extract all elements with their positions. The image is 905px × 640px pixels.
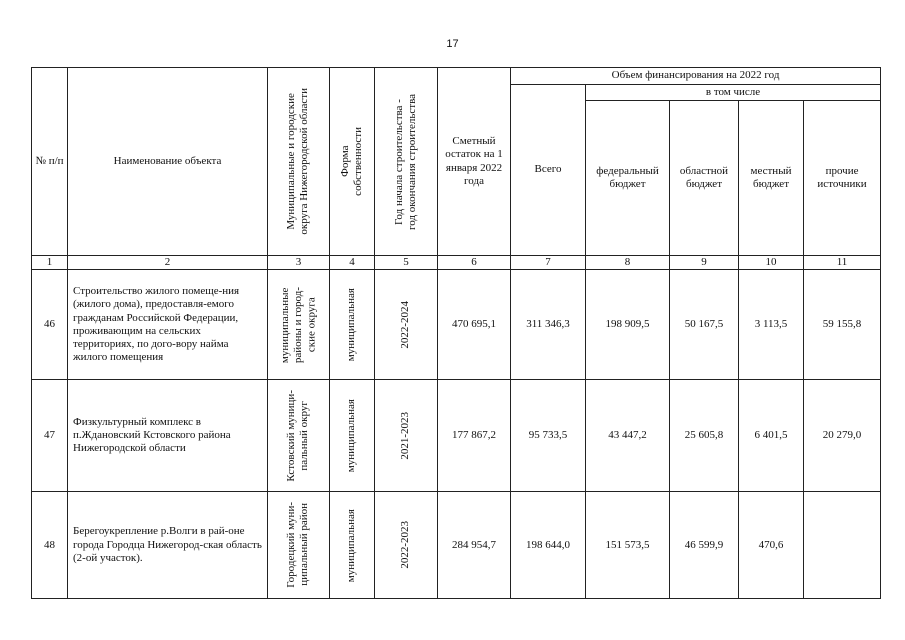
header-local: местный бюджет xyxy=(739,101,804,256)
object-name: Физкультурный комплекс в п.Ждановский Кстовского района Нижегородской области xyxy=(68,380,268,492)
header-balance: Сметный остаток на 1 января 2022 года xyxy=(438,68,511,256)
ownership-cell: муниципальная xyxy=(330,270,375,380)
col-number: 8 xyxy=(586,256,670,270)
regional-cell: 46 599,9 xyxy=(670,492,739,599)
col-number: 5 xyxy=(375,256,438,270)
col-number: 6 xyxy=(438,256,511,270)
header-regional: областной бюджет xyxy=(670,101,739,256)
table-row xyxy=(32,380,881,492)
header-no: № п/п xyxy=(32,68,68,256)
balance-cell: 470 695,1 xyxy=(438,270,511,380)
federal-cell: 43 447,2 xyxy=(586,380,670,492)
table-row xyxy=(32,270,881,380)
header-including: в том числе xyxy=(586,85,881,101)
total-cell: 198 644,0 xyxy=(511,492,586,599)
header-ownership: Форма собственности xyxy=(330,68,375,256)
header-municipality: Муниципальные и городские округа Нижегородской области xyxy=(268,68,330,256)
col-number: 2 xyxy=(68,256,268,270)
col-number: 7 xyxy=(511,256,586,270)
col-number: 11 xyxy=(804,256,881,270)
header-federal: федеральный бюджет xyxy=(586,101,670,256)
federal-cell: 151 573,5 xyxy=(586,492,670,599)
years-cell: 2021-2023 xyxy=(375,380,438,492)
years-cell: 2022-2024 xyxy=(375,270,438,380)
col-number: 9 xyxy=(670,256,739,270)
federal-cell: 198 909,5 xyxy=(586,270,670,380)
total-cell: 95 733,5 xyxy=(511,380,586,492)
other-cell: 20 279,0 xyxy=(804,380,881,492)
header-name: Наименование объекта xyxy=(68,68,268,256)
municipality-cell: Городецкий муни- ципальный район xyxy=(268,492,330,599)
col-number: 10 xyxy=(739,256,804,270)
municipality-cell: Кстовский муници- пальный округ xyxy=(268,380,330,492)
header-years: Год начала строительства - год окончания строительства xyxy=(375,68,438,256)
ownership-cell: муниципальная xyxy=(330,380,375,492)
object-name: Строительство жилого помеще-ния (жилого дома), предоставля-емого гражданам Российской Федерации, проживающим на сельских территориях, по дого-вору найма жилого помещения xyxy=(68,270,268,380)
years-cell: 2022-2023 xyxy=(375,492,438,599)
balance-cell: 284 954,7 xyxy=(438,492,511,599)
balance-cell: 177 867,2 xyxy=(438,380,511,492)
other-cell: 59 155,8 xyxy=(804,270,881,380)
row-number: 47 xyxy=(32,380,68,492)
local-cell: 3 113,5 xyxy=(739,270,804,380)
header-other: прочие источники xyxy=(804,101,881,256)
column-number-row xyxy=(32,256,881,270)
financing-table xyxy=(31,67,881,599)
regional-cell: 50 167,5 xyxy=(670,270,739,380)
total-cell: 311 346,3 xyxy=(511,270,586,380)
other-cell xyxy=(804,492,881,599)
table-row xyxy=(32,492,881,599)
header-financing-group: Объем финансирования на 2022 год xyxy=(511,68,881,85)
col-number: 3 xyxy=(268,256,330,270)
row-number: 48 xyxy=(32,492,68,599)
ownership-cell: муниципальная xyxy=(330,492,375,599)
col-number: 1 xyxy=(32,256,68,270)
local-cell: 6 401,5 xyxy=(739,380,804,492)
row-number: 46 xyxy=(32,270,68,380)
regional-cell: 25 605,8 xyxy=(670,380,739,492)
page-number: 17 xyxy=(446,38,459,50)
object-name: Берегоукрепление р.Волги в рай-оне города Городца Нижегород-ская область (2-ой участок). xyxy=(68,492,268,599)
col-number: 4 xyxy=(330,256,375,270)
local-cell: 470,6 xyxy=(739,492,804,599)
municipality-cell: муниципальные районы и город- ские округа xyxy=(268,270,330,380)
header-total: Всего xyxy=(511,85,586,256)
